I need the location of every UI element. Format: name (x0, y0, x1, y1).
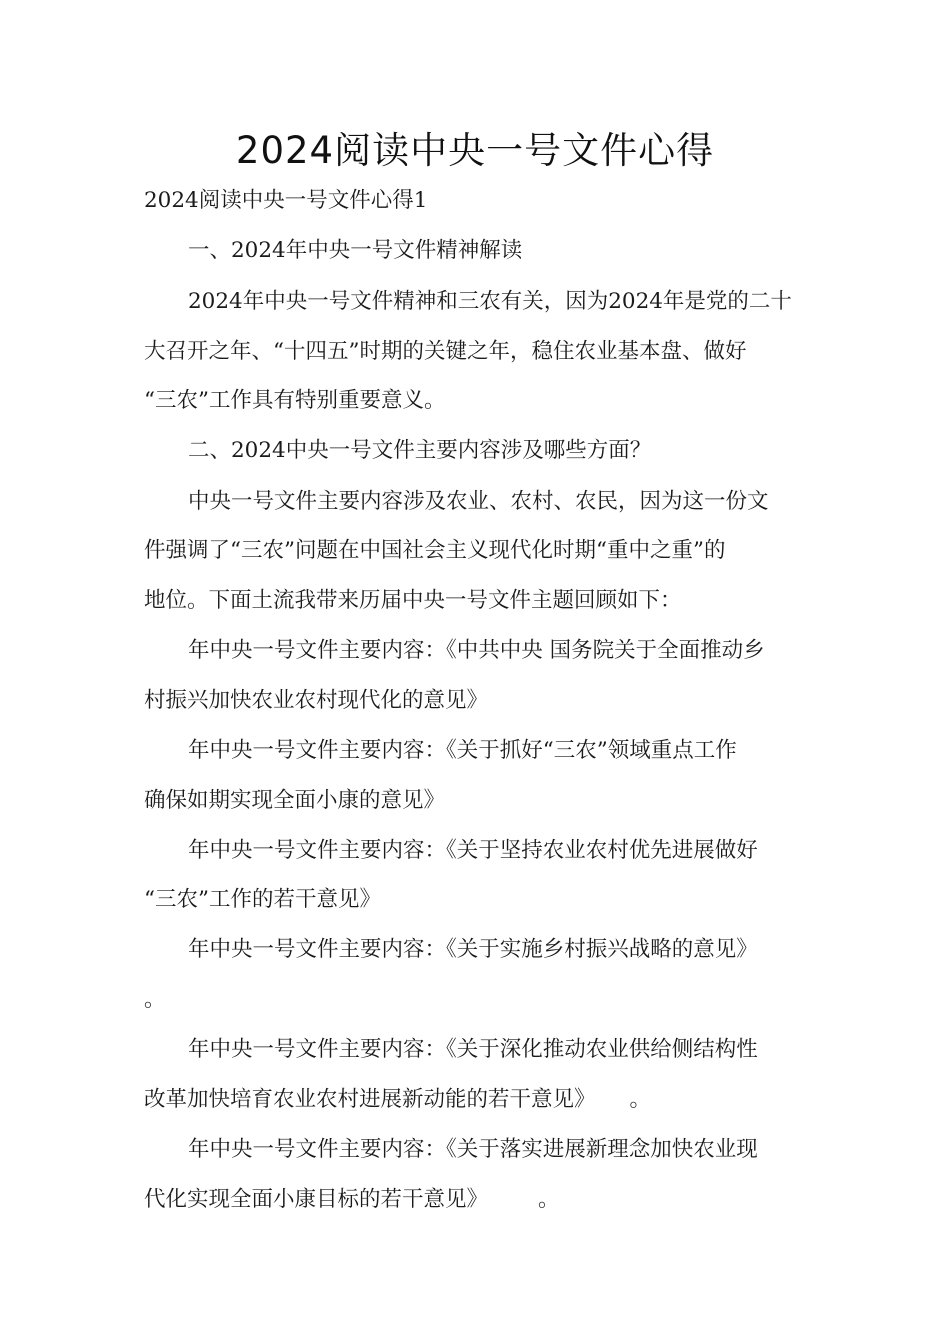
paragraph-line: 中央一号文件主要内容涉及农业、农村、农民，因为这一份文 (188, 489, 769, 514)
list-item-text: 代化实现全面小康目标的若干意见》 (144, 1187, 489, 1212)
list-item-line: “三农”工作的若干意见》 (144, 887, 381, 912)
section-heading-1: 一、2024年中央一号文件精神解读 (188, 238, 523, 263)
document-title: 2024阅读中央一号文件心得 (235, 129, 715, 172)
paragraph-line: 大召开之年、“十四五”时期的关键之年，稳住农业基本盘、做好 (144, 339, 747, 364)
list-item-period: 。 (629, 1087, 652, 1112)
list-item-line (144, 1083, 810, 1117)
paragraph-line: 2024年中央一号文件精神和三农有关，因为2024年是党的二十 (188, 289, 792, 314)
list-item-line: 年中央一号文件主要内容：《中共中央 国务院关于全面推动乡 (188, 638, 765, 663)
list-item-line: 确保如期实现全面小康的意见》 (144, 788, 446, 813)
paragraph-line: 件强调了“三农”问题在中国社会主义现代化时期“重中之重”的 (144, 538, 726, 563)
section-heading-2: 二、2024中央一号文件主要内容涉及哪些方面？ (188, 438, 652, 463)
paragraph-line: “三农”工作具有特别重要意义。 (144, 388, 446, 413)
list-item-line: 年中央一号文件主要内容：《关于实施乡村振兴战略的意见》 (188, 937, 758, 962)
list-item-text: 改革加快培育农业农村进展新动能的若干意见》 (144, 1087, 596, 1112)
list-item-line: 年中央一号文件主要内容：《关于落实进展新理念加快农业现 (188, 1137, 758, 1162)
list-item-line: 年中央一号文件主要内容：《关于深化推动农业供给侧结构性 (188, 1037, 758, 1062)
document-subtitle: 2024阅读中央一号文件心得1 (144, 188, 428, 213)
list-item-line (144, 1183, 810, 1217)
list-item-line: 。 (144, 987, 166, 1012)
list-item-line: 村振兴加快农业农村现代化的意见》 (144, 688, 489, 713)
list-item-line: 年中央一号文件主要内容：《关于坚持农业农村优先进展做好 (188, 838, 758, 863)
list-item-period: 。 (538, 1187, 560, 1212)
paragraph-line: 地位。下面土流我带来历届中央一号文件主题回顾如下： (144, 588, 682, 613)
list-item-line: 年中央一号文件主要内容：《关于抓好“三农”领域重点工作 (188, 738, 737, 763)
